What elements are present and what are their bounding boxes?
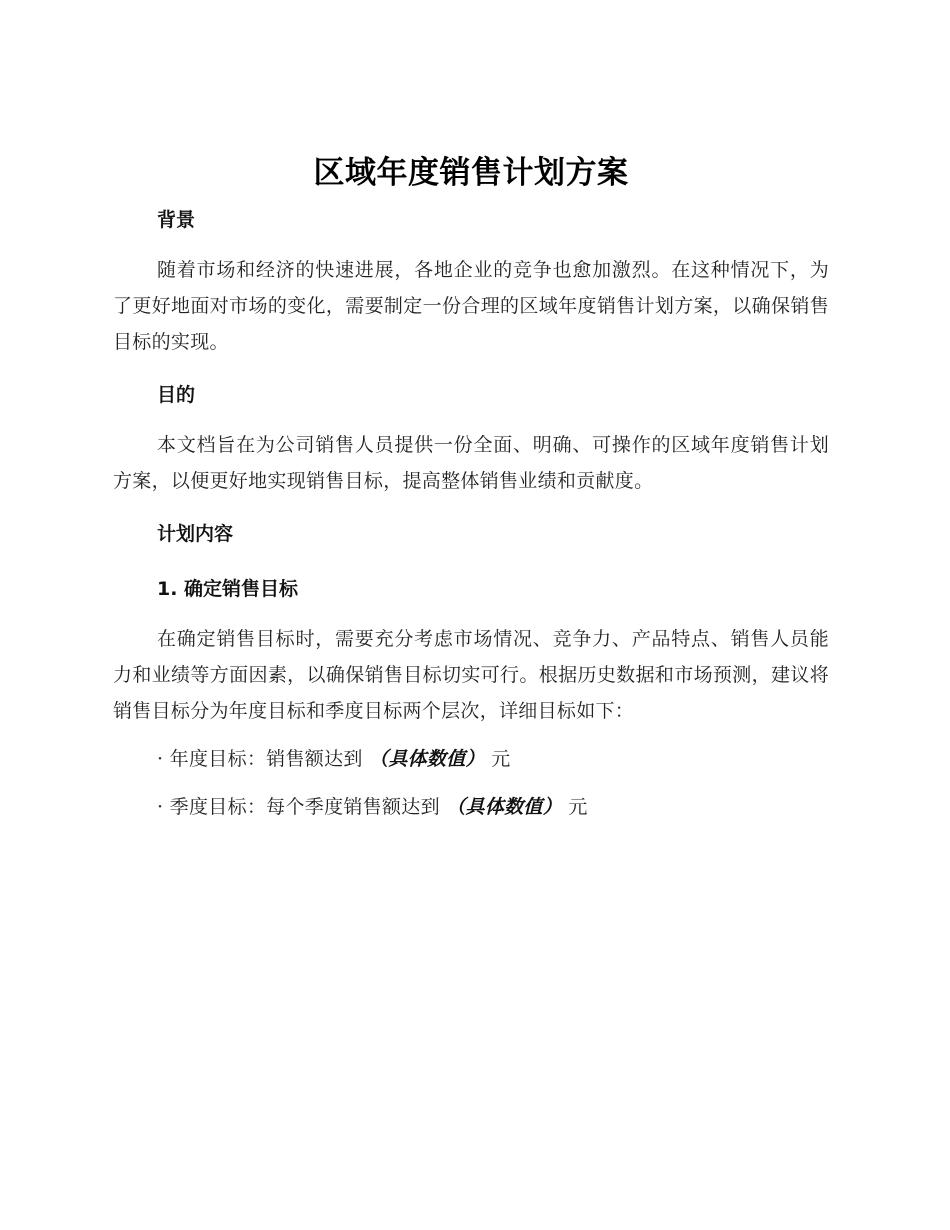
section-heading-purpose: 目的 (157, 384, 196, 406)
spacer (113, 777, 829, 789)
bullet-annual-prefix: · 年度目标：销售额达到 (157, 748, 363, 770)
sales-target-paragraph: 在确定销售目标时，需要充分考虑市场情况、竞争力、产品特点、销售人员能力和业绩等方面因素，以确保销售目标切实可行。根据历史数据和市场预测，建议将销售目标分为年度目标和季度目标两个层次，详细目标如下： (113, 628, 829, 722)
bullet-annual-suffix: 元 (491, 748, 511, 770)
section-heading-plan: 计划内容 (157, 523, 234, 545)
spacer (113, 554, 829, 569)
spacer (113, 360, 829, 375)
spacer (113, 729, 829, 741)
spacer (113, 609, 829, 621)
bullet-quarterly-suffix: 元 (568, 796, 588, 818)
spacer (113, 240, 829, 252)
bullet-quarterly-placeholder: （具体数值） (446, 796, 563, 818)
bullet-annual-target (113, 741, 829, 777)
bullet-annual-placeholder: （具体数值） (369, 748, 485, 770)
section-heading-background: 背景 (157, 209, 196, 231)
document-content (113, 146, 829, 825)
document-title: 区域年度销售计划方案 (313, 155, 629, 191)
spacer (113, 499, 829, 514)
bullet-quarterly-prefix: · 季度目标：每个季度销售额达到 (157, 796, 440, 818)
subsection-heading-sales-target: 1. 确定销售目标 (157, 578, 299, 600)
background-paragraph: 随着市场和经济的快速进展，各地企业的竞争也愈加激烈。在这种情况下，为了更好地面对市场的变化，需要制定一份合理的区域年度销售计划方案，以确保销售目标的实现。 (113, 259, 829, 353)
purpose-paragraph: 本文档旨在为公司销售人员提供一份全面、明确、可操作的区域年度销售计划方案，以便更好地实现销售目标，提高整体销售业绩和贡献度。 (113, 434, 829, 492)
bullet-quarterly-target (113, 789, 829, 825)
spacer (113, 415, 829, 427)
